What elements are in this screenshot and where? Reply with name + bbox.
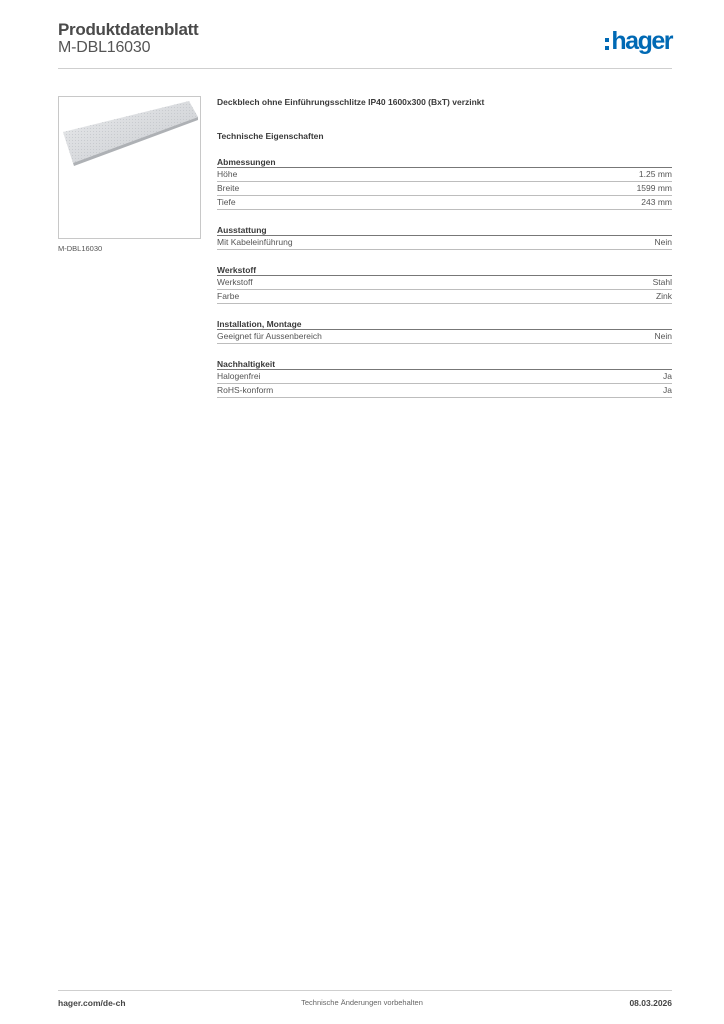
row-value: Ja [663,371,672,381]
row-label: Mit Kabeleinführung [217,237,293,247]
table-row [217,384,672,398]
section-title: Werkstoff [217,264,672,276]
website-link[interactable]: hager.com/de-ch [58,998,126,1008]
header-divider [58,68,672,69]
row-label: Höhe [217,169,238,179]
row-value: Nein [654,237,672,247]
table-row [217,182,672,196]
document-title: Produktdatenblatt [58,20,199,39]
section-equipment [217,224,672,250]
table-row [217,370,672,384]
footer-notice: Technische Änderungen vorbehalten [301,998,423,1007]
row-value: Nein [654,331,672,341]
section-dimensions [217,156,672,210]
section-title: Nachhaltigkeit [217,358,672,370]
row-label: Breite [217,183,240,193]
logo-text: hager [611,27,672,55]
table-row [217,236,672,250]
table-row [217,276,672,290]
row-label: Halogenfrei [217,371,261,381]
image-caption: M-DBL16030 [58,244,103,253]
section-title: Ausstattung [217,224,672,236]
table-row [217,196,672,210]
row-label: Werkstoff [217,277,253,287]
row-value: 1.25 mm [638,169,672,179]
row-value: Ja [663,385,672,395]
product-code: M-DBL16030 [58,39,151,56]
document-header [58,20,672,68]
section-installation [217,318,672,344]
hager-logo [605,28,672,54]
product-image [58,96,201,239]
table-row [217,290,672,304]
product-details [217,96,672,398]
row-value: Zink [655,291,672,301]
product-description: Deckblech ohne Einführungsschlitze IP40 1600x300 (BxT) verzinkt [217,97,485,107]
row-value: 243 mm [641,197,672,207]
row-label: Farbe [217,291,240,301]
row-label: RoHS-konform [217,385,274,395]
row-value: Stahl [652,277,672,287]
section-sustainability [217,358,672,398]
section-material [217,264,672,304]
row-label: Tiefe [217,197,236,207]
cover-plate-icon [59,97,201,239]
table-row [217,330,672,344]
footer-divider [58,990,672,991]
section-title: Abmessungen [217,156,672,168]
section-title: Installation, Montage [217,318,672,330]
tech-properties-heading: Technische Eigenschaften [217,131,324,141]
row-value: 1599 mm [636,183,672,193]
table-row [217,168,672,182]
logo-dots-icon [605,38,609,50]
row-label: Geeignet für Aussenbereich [217,331,322,341]
document-date: 08.03.2026 [629,998,672,1008]
